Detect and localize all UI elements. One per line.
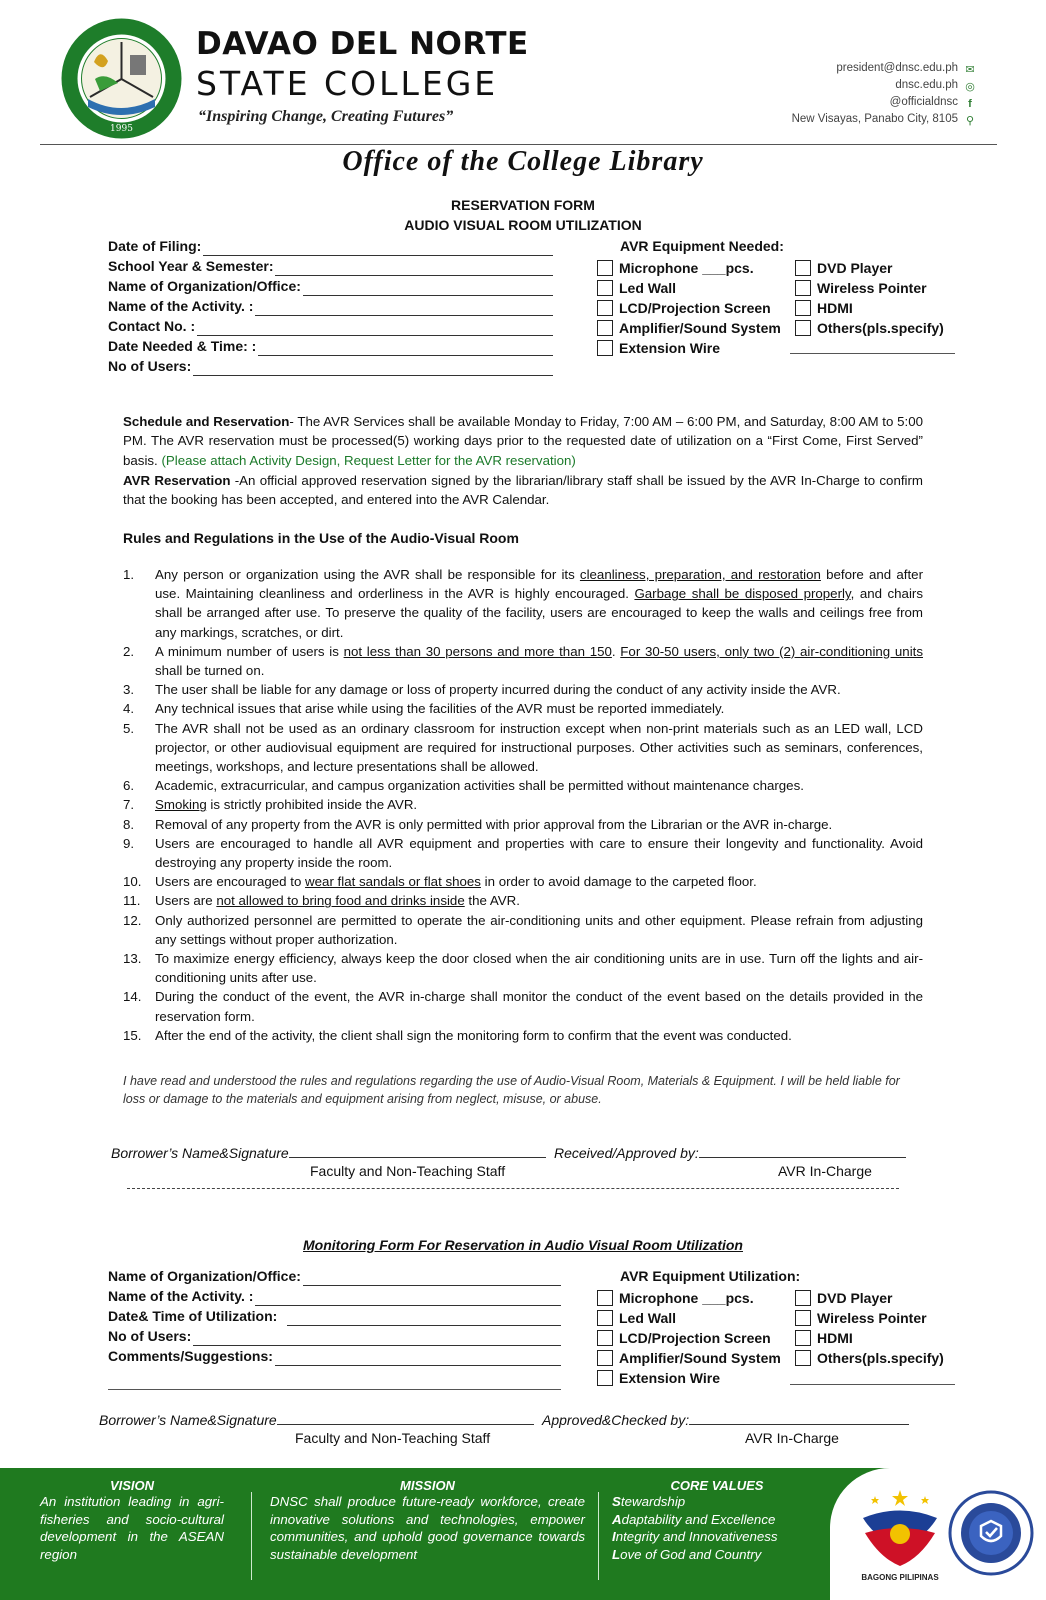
rule-emphasis: wear flat sandals or flat shoes	[305, 874, 481, 890]
mon-approver-role: AVR In-Charge	[745, 1430, 839, 1446]
rule-item	[123, 815, 923, 834]
checkbox[interactable]	[597, 300, 613, 316]
mission-block	[270, 1478, 585, 1563]
rule-item	[123, 1026, 923, 1045]
equipment-heading: AVR Equipment Needed:	[620, 238, 784, 254]
mon-field-comments[interactable]: Comments/Suggestions:	[108, 1346, 561, 1366]
globe-icon: ◎	[965, 81, 975, 93]
checkbox[interactable]	[597, 1370, 613, 1386]
core-values-title: CORE VALUES	[670, 1478, 764, 1493]
rule-item	[123, 795, 923, 814]
equip-lcd-screen[interactable]: LCD/Projection Screen	[597, 298, 771, 318]
rule-item	[123, 699, 923, 718]
college-seal	[60, 17, 183, 140]
field-date-needed[interactable]: Date Needed & Time: :	[108, 336, 553, 356]
rule-number: 2.	[123, 643, 135, 659]
mon-equip-wireless-pointer[interactable]: Wireless Pointer	[795, 1308, 927, 1328]
facebook-icon: f	[968, 98, 972, 110]
rule-text: After the end of the activity, the client shall sign the monitoring form to confirm that the event was conducted.	[155, 1027, 792, 1043]
rule-text: in order to avoid damage to the carpeted floor.	[480, 874, 757, 890]
rule-item	[123, 872, 923, 891]
checkbox[interactable]	[597, 320, 613, 336]
rule-number: 13.	[123, 951, 142, 967]
rule-item	[123, 642, 923, 680]
mon-equip-lcd-screen[interactable]: LCD/Projection Screen	[597, 1328, 771, 1348]
checkbox[interactable]	[795, 320, 811, 336]
checkbox[interactable]	[597, 1310, 613, 1326]
mon-field-date-time[interactable]: Date& Time of Utilization:	[108, 1306, 561, 1326]
equip-wireless-pointer[interactable]: Wireless Pointer	[795, 278, 927, 298]
contact-address: New Visayas, Panabo City, 8105	[791, 113, 958, 125]
checkbox[interactable]	[795, 300, 811, 316]
mon-others-specify-line[interactable]	[790, 1383, 955, 1385]
rule-emphasis: Garbage shall be disposed properly	[634, 586, 851, 602]
mon-field-no-of-users[interactable]: No of Users:	[108, 1326, 561, 1346]
approver-role: AVR In-Charge	[778, 1163, 872, 1179]
rule-text: The AVR shall not be used as an ordinary classroom for instruction except when non-print materials such as an LED wall, LCD projector, or other audiovisual equipment are required for instructional purposes. Other activities such as seminars, conferences, meetings, workshops, and lecture presentations shall be allowed.	[155, 720, 923, 775]
borrower-signature-field[interactable]: Borrower’s Name&Signature	[111, 1143, 546, 1161]
rule-text: Users are	[155, 893, 217, 909]
rule-number: 12.	[123, 912, 142, 928]
reservation-fields	[108, 236, 553, 376]
contact-email[interactable]: president@dnsc.edu.ph	[836, 62, 958, 74]
rule-text: shall be turned on.	[155, 663, 265, 679]
field-contact-no[interactable]: Contact No. :	[108, 316, 553, 336]
core-value-item: Love of God and Country	[612, 1546, 762, 1562]
mon-equip-amplifier[interactable]: Amplifier/Sound System	[597, 1348, 781, 1368]
mon-field-organization[interactable]: Name of Organization/Office:	[108, 1266, 561, 1286]
checkbox[interactable]	[795, 1290, 811, 1306]
rule-text: .	[611, 643, 621, 659]
rule-number: 14.	[123, 989, 142, 1005]
college-name-line2: STATE COLLEGE	[196, 64, 499, 103]
schedule-paragraph	[123, 412, 923, 470]
rules-list	[123, 565, 923, 1045]
rule-text: A minimum number of users is	[155, 643, 344, 659]
rule-text: before and after use. Maintaining cleanliness and orderliness in the AVR is highly encouraged.	[155, 567, 923, 602]
checkbox[interactable]	[795, 260, 811, 276]
mission-text: DNSC shall produce future-ready workforce, create innovative solutions and technologies, empower communities, and uphold good governance towards sustainable development	[270, 1494, 585, 1562]
footer-divider	[598, 1492, 599, 1580]
field-activity-name[interactable]: Name of the Activity. :	[108, 296, 553, 316]
rule-text: the AVR.	[464, 893, 520, 909]
footer-divider	[251, 1492, 252, 1580]
mail-icon: ✉	[965, 64, 975, 76]
schedule-text: - The AVR Services shall be available Monday to Friday, 7:00 AM – 6:00 PM, and Saturday, 8:00 AM to 5:00 PM. The AVR reservation must be processed(5) working days prior to the requested date of utilization on a “First Come, First Served” basis.	[123, 414, 923, 468]
equip-extension-wire[interactable]: Extension Wire	[597, 338, 720, 358]
rule-item	[123, 949, 923, 987]
checkbox[interactable]	[597, 1330, 613, 1346]
mon-equip-hdmi[interactable]: HDMI	[795, 1328, 853, 1348]
mon-equip-led-wall[interactable]: Led Wall	[597, 1308, 676, 1328]
checkbox[interactable]	[597, 1290, 613, 1306]
rule-item	[123, 776, 923, 795]
field-date-of-filing[interactable]: Date of Filing:	[108, 236, 553, 256]
contact-icons	[963, 62, 977, 130]
bagong-pilipinas-label: BAGONG PILIPINAS	[861, 1573, 939, 1582]
form-subtitle: AUDIO VISUAL ROOM UTILIZATION	[404, 217, 642, 233]
rule-emphasis: not allowed to bring food and drinks inside	[216, 893, 465, 909]
checkbox[interactable]	[795, 1310, 811, 1326]
mon-borrower-role: Faculty and Non-Teaching Staff	[295, 1430, 491, 1446]
rule-item	[123, 987, 923, 1025]
contact-website[interactable]: dnsc.edu.ph	[895, 79, 958, 91]
monitoring-form-title: Monitoring Form For Reservation in Audio Visual Room Utilization	[303, 1237, 743, 1253]
rules-heading: Rules and Regulations in the Use of the Audio-Visual Room	[123, 530, 519, 546]
core-value-item: Stewardship	[612, 1494, 686, 1509]
schedule-label: Schedule and Reservation	[123, 414, 290, 429]
monitoring-equipment-heading: AVR Equipment Utilization:	[620, 1268, 801, 1284]
core-values-block	[612, 1478, 822, 1563]
avr-reservation-text: -An official approved reservation signed by the librarian/library staff shall be issued by the AVR In-Charge to confirm that the booking has been accepted, and entered into the AVR Calendar.	[123, 473, 924, 508]
equip-others[interactable]: Others(pls.specify)	[795, 318, 944, 338]
rule-item	[123, 719, 923, 777]
form-title: RESERVATION FORM	[451, 197, 595, 213]
monitoring-fields	[108, 1266, 561, 1390]
rule-number: 9.	[123, 835, 135, 851]
seal-year: 1995	[110, 124, 133, 134]
header-divider	[40, 144, 997, 145]
checkbox[interactable]	[795, 1330, 811, 1346]
rule-number: 3.	[123, 682, 135, 698]
rule-text: During the conduct of the event, the AVR in-charge shall monitor the conduct of the event based on the details provided in the reservation form.	[155, 989, 923, 1024]
core-value-item: Adaptability and Excellence	[612, 1511, 776, 1527]
rule-number: 8.	[123, 816, 135, 832]
mon-equip-others[interactable]: Others(pls.specify)	[795, 1348, 944, 1368]
mon-comments-line2[interactable]	[108, 1388, 561, 1390]
checkbox[interactable]	[795, 1350, 811, 1366]
borrower-role: Faculty and Non-Teaching Staff	[310, 1163, 506, 1179]
rule-number: 11.	[123, 893, 141, 909]
rule-text: Academic, extracurricular, and campus organization activities shall be permitted without maintenance charges.	[155, 778, 804, 794]
rule-text: Users are encouraged to handle all AVR equipment and properties with care to ensure their longevity and functionality. Avoid destroying any property inside the room.	[155, 835, 923, 871]
rule-text: Only authorized personnel are permitted to operate the air-conditioning units and other equipment. Please refrain from adjusting any settings without proper authorization.	[155, 912, 923, 947]
vision-text: An institution leading in agri-fisheries and socio-cultural development in the ASEAN region	[40, 1494, 224, 1562]
rule-item	[123, 911, 923, 949]
rule-text: Removal of any property from the AVR is only permitted with prior approval from the Librarian or the AVR in-charge.	[155, 816, 833, 832]
others-specify-line[interactable]	[790, 352, 955, 354]
college-tagline: “Inspiring Change, Creating Futures”	[198, 108, 454, 125]
vision-title: VISION	[109, 1478, 155, 1493]
cut-line	[127, 1188, 899, 1189]
rule-number: 6.	[123, 778, 135, 794]
rule-text: Users are encouraged to	[155, 874, 306, 890]
field-no-of-users[interactable]: No of Users:	[108, 356, 553, 376]
rule-emphasis: not less than 30 persons and more than 150	[343, 643, 612, 659]
rule-emphasis: cleanliness, preparation, and restoration	[579, 567, 821, 582]
field-school-year[interactable]: School Year & Semester:	[108, 256, 553, 276]
rule-number: 7.	[123, 797, 135, 813]
rule-text: To maximize energy efficiency, always keep the door closed when the air conditioning units are in use. Turn off the lights and air-conditioning units after use.	[155, 951, 923, 986]
location-icon: ⚲	[965, 115, 975, 127]
checkbox[interactable]	[597, 1350, 613, 1366]
avr-reservation-paragraph	[123, 471, 923, 510]
mon-equip-dvd-player[interactable]: DVD Player	[795, 1288, 892, 1308]
equip-amplifier[interactable]: Amplifier/Sound System	[597, 318, 781, 338]
rule-emphasis: Smoking	[155, 797, 207, 813]
rule-text: , and chairs shall be arranged after use. To preserve the quality of the facility, users are encouraged to keep the walls and ceilings free from any markings, scratches, or dirt.	[155, 586, 923, 640]
rule-text: Any technical issues that arise while using the facilities of the AVR must be reported immediately.	[155, 701, 725, 717]
rule-emphasis: For 30-50 users, only two (2) air-conditioning units	[620, 643, 923, 659]
contact-info	[792, 60, 958, 128]
mon-equip-microphone[interactable]: Microphone ___pcs.	[597, 1288, 754, 1308]
office-title: Office of the College Library	[342, 146, 704, 177]
rule-number: 15.	[123, 1027, 142, 1043]
contact-facebook[interactable]: @officialdnsc	[889, 96, 958, 108]
equip-hdmi[interactable]: HDMI	[795, 298, 853, 318]
avr-reservation-label: AVR Reservation	[123, 473, 231, 488]
checkbox[interactable]	[795, 280, 811, 296]
rule-number: 5.	[123, 720, 135, 736]
mon-equip-extension-wire[interactable]: Extension Wire	[597, 1368, 720, 1388]
rule-number: 10.	[123, 874, 142, 890]
checkbox[interactable]	[597, 280, 613, 296]
rule-text: The user shall be liable for any damage or loss of property incurred during the conduct of any activity inside the AVR.	[155, 682, 841, 698]
college-name-line1: DAVAO DEL NORTE	[196, 26, 529, 62]
rule-number: 4.	[123, 701, 135, 717]
rule-number: 1.	[123, 567, 135, 582]
checkbox[interactable]	[597, 340, 613, 356]
equip-led-wall[interactable]: Led Wall	[597, 278, 676, 298]
rule-item	[123, 680, 923, 699]
certification-seal	[948, 1490, 1034, 1576]
rule-item	[123, 565, 923, 642]
mon-borrower-signature-field[interactable]: Borrower’s Name&Signature	[99, 1410, 534, 1428]
rule-text: Any person or organization using the AVR shall be responsible for its	[155, 567, 580, 582]
mon-field-activity-name[interactable]: Name of the Activity. :	[108, 1286, 561, 1306]
equip-microphone[interactable]: Microphone ___pcs.	[597, 258, 754, 278]
rule-item	[123, 834, 923, 872]
equip-dvd-player[interactable]: DVD Player	[795, 258, 892, 278]
mission-title: MISSION	[400, 1478, 455, 1493]
vision-block	[40, 1478, 224, 1563]
core-value-item: Integrity and Innovativeness	[612, 1529, 778, 1544]
mon-approver-signature-field[interactable]: Approved&Checked by:	[542, 1410, 909, 1428]
acknowledgement-text: I have read and understood the rules and regulations regarding the use of Audio-Visual Room, Materials & Equipment. I will be held liable for loss or damage to the materials and equipment arising from neglect, misuse, or abuse.	[123, 1074, 900, 1106]
rule-text: is strictly prohibited inside the AVR.	[206, 797, 418, 813]
checkbox[interactable]	[597, 260, 613, 276]
schedule-note: (Please attach Activity Design, Request Letter for the AVR reservation)	[161, 452, 576, 468]
bagong-pilipinas-logo	[855, 1488, 945, 1583]
approver-signature-field[interactable]: Received/Approved by:	[554, 1143, 906, 1161]
field-organization[interactable]: Name of Organization/Office:	[108, 276, 553, 296]
rule-item	[123, 891, 923, 910]
